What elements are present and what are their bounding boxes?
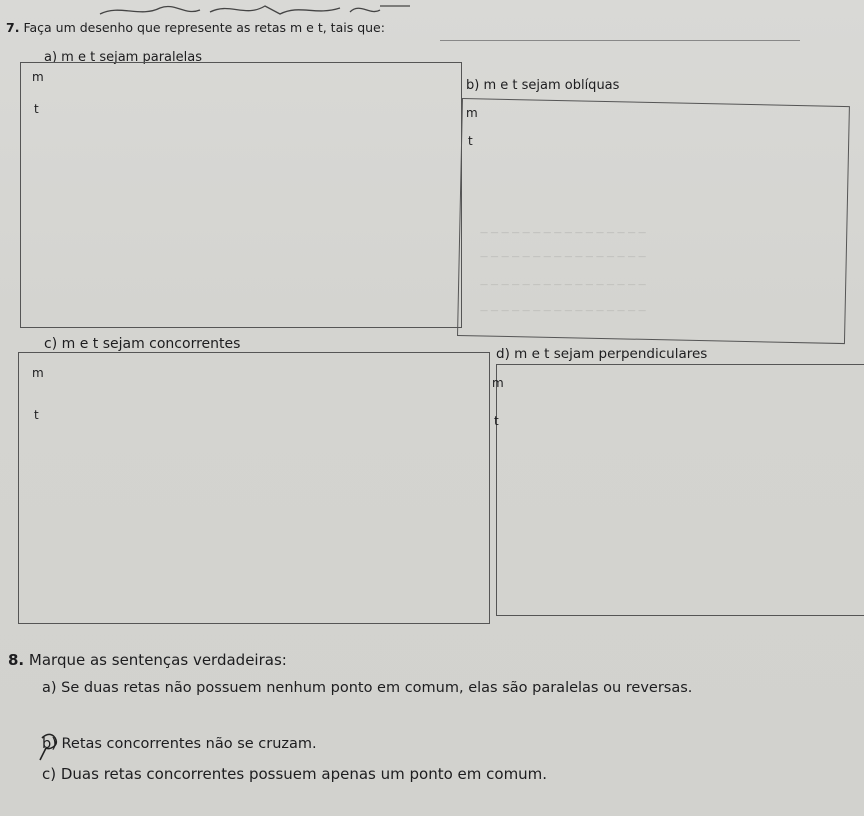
sentence-c[interactable]: c) Duas retas concorrentes possuem apenas um ponto em comum. — [42, 765, 548, 783]
line-m-label-b: m — [466, 106, 478, 120]
show-through-text: — — — — — — — — — — — — — — — — — [480, 228, 647, 237]
drawing-box-d[interactable] — [496, 364, 864, 616]
drawing-box-c[interactable] — [18, 352, 490, 624]
show-through-text: — — — — — — — — — — — — — — — — — [480, 280, 647, 289]
question-7-number: 7. — [6, 20, 20, 35]
sentence-b[interactable]: b) Retas concorrentes não se cruzam. — [42, 736, 317, 752]
item-c-label: c) m e t sejam concorrentes — [44, 336, 241, 352]
show-through-text: — — — — — — — — — — — — — — — — — [480, 252, 647, 261]
item-d-label: d) m e t sejam perpendiculares — [496, 346, 708, 362]
drawing-box-a[interactable] — [20, 62, 462, 328]
line-t-label-c: t — [34, 408, 39, 422]
question-7 — [6, 20, 385, 35]
question-8 — [8, 651, 287, 669]
question-8-text: Marque as sentenças verdadeiras: — [28, 651, 287, 669]
line-m-label-c: m — [32, 366, 44, 380]
question-7-text: Faça um desenho que represente as retas m e t, tais que: — [23, 20, 385, 35]
item-b-label: b) m e t sejam oblíquas — [466, 78, 620, 93]
question-8-number: 8. — [8, 651, 25, 669]
header-rule — [440, 40, 800, 41]
line-t-label-a: t — [34, 102, 39, 116]
item-a-label: a) m e t sejam paralelas — [44, 50, 202, 65]
handwritten-check-mark — [36, 728, 66, 762]
show-through-text: — — — — — — — — — — — — — — — — — [480, 306, 647, 315]
line-t-label-d: t — [494, 414, 499, 428]
line-m-label-a: m — [32, 70, 44, 84]
line-t-label-b: t — [468, 134, 473, 148]
sentence-a[interactable]: a) Se duas retas não possuem nenhum ponto em comum, elas são paralelas ou reversas. — [42, 680, 693, 696]
line-m-label-d: m — [492, 376, 504, 390]
